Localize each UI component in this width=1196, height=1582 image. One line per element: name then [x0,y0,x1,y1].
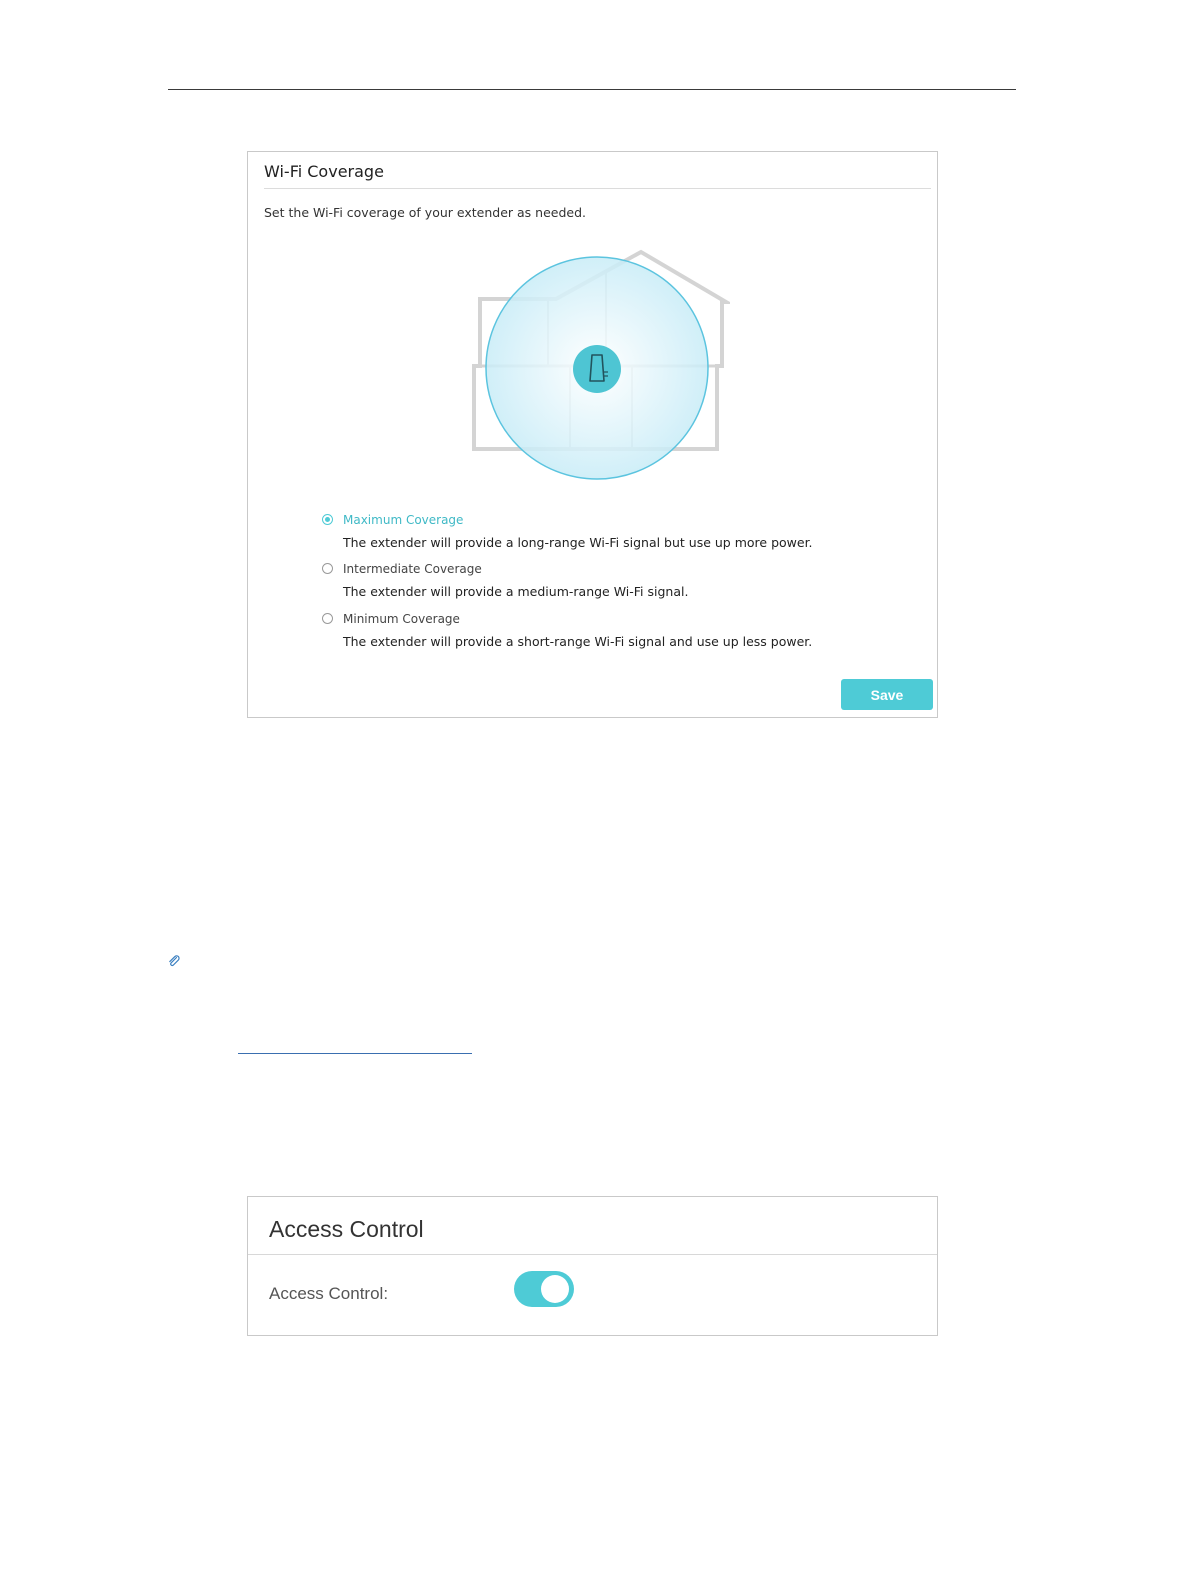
wifi-coverage-panel [247,151,938,718]
option-description: The extender will provide a medium-range Wi-Fi signal. [343,584,689,599]
panel-title-divider [264,188,931,189]
link-underline[interactable] [238,1053,472,1054]
access-control-label: Access Control: [269,1284,389,1303]
access-control-panel [247,1196,938,1336]
option-description: The extender will provide a short-range Wi-Fi signal and use up less power. [343,634,813,649]
paperclip-icon [168,955,180,967]
access-control-title-divider [248,1254,937,1255]
save-button[interactable]: Save [841,679,933,710]
extender-icon [573,345,621,393]
access-control-toggle[interactable] [514,1271,574,1307]
panel-title: Wi-Fi Coverage [264,162,384,181]
option-label[interactable]: Maximum Coverage [343,513,464,527]
panel-description: Set the Wi-Fi coverage of your extender as needed. [264,205,586,220]
coverage-illustration [460,242,730,482]
toggle-knob [541,1275,569,1303]
option-label[interactable]: Minimum Coverage [343,612,460,626]
radio-minimum-coverage[interactable] [322,613,333,624]
radio-maximum-coverage[interactable] [322,514,333,525]
option-label[interactable]: Intermediate Coverage [343,562,482,576]
option-description: The extender will provide a long-range Wi-Fi signal but use up more power. [343,535,813,550]
access-control-title: Access Control [269,1216,424,1242]
radio-intermediate-coverage[interactable] [322,563,333,574]
page-header-rule [168,89,1016,90]
